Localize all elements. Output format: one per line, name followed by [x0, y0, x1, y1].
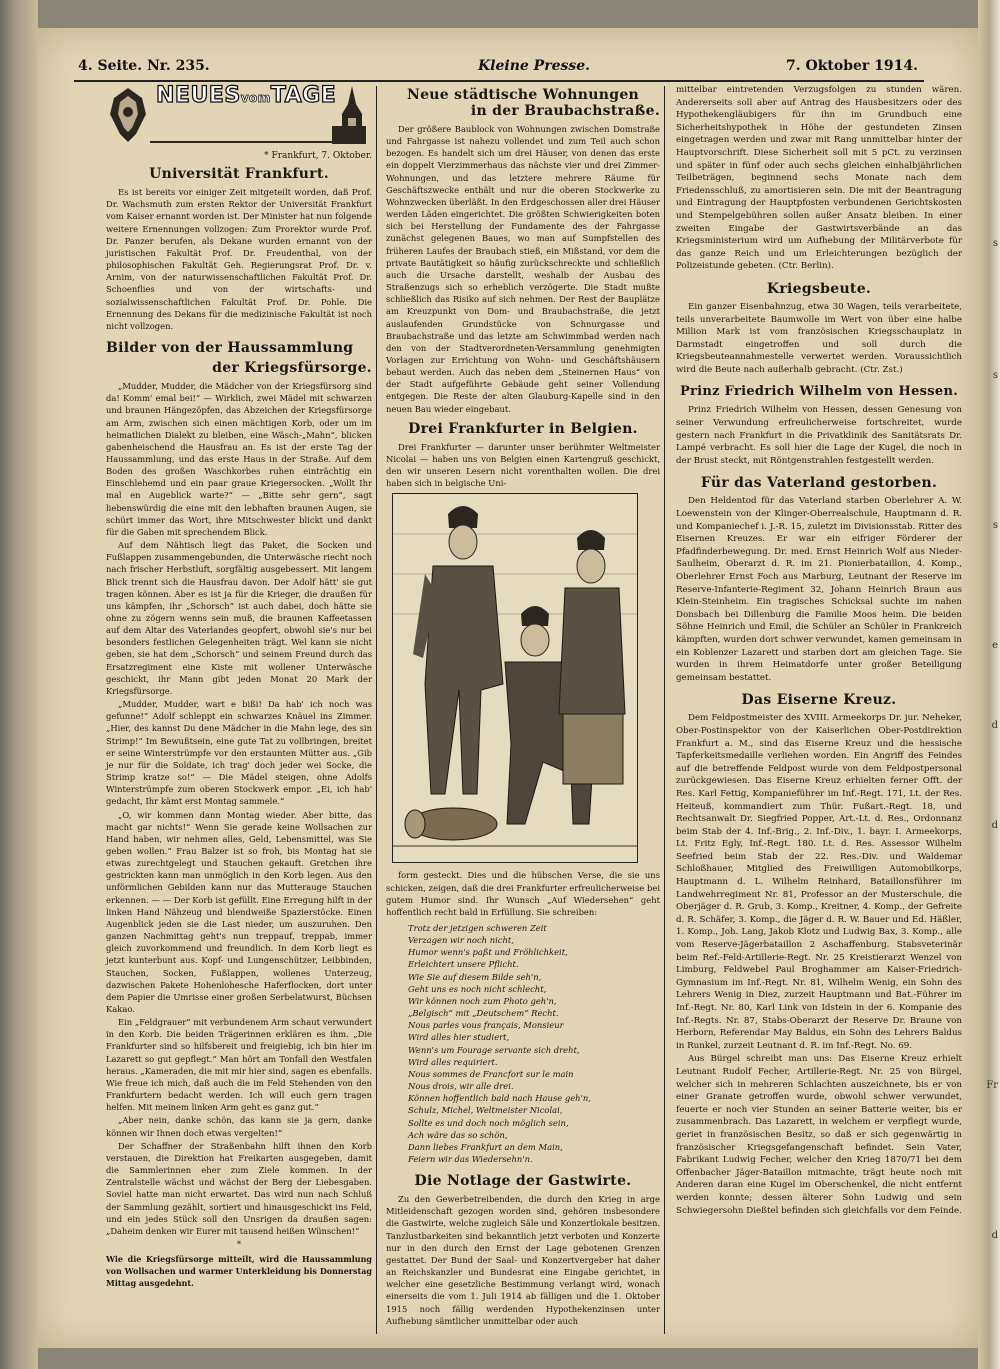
- poem-line: Können hoffentlich bald nach Hause geh'n,: [408, 1093, 591, 1104]
- header-page-number: 4. Seite. Nr. 235.: [78, 58, 210, 74]
- column-1: [106, 84, 372, 1290]
- headline-wohnungen-2: in der Braubachstraße.: [470, 103, 660, 119]
- poem-line: Wird alles requiriert.: [408, 1056, 498, 1067]
- headline-prinz-friedrich-wilhelm: Prinz Friedrich Wilhelm von Hessen.: [679, 384, 959, 400]
- edge-letter: s: [992, 370, 998, 381]
- edge-letter: d: [991, 820, 998, 831]
- header-rule: [74, 80, 924, 82]
- edge-letter: s: [992, 520, 998, 531]
- article-bilder-paragraph: Auf dem Nähtisch liegt das Paket, die Socken und Fußlappen zusammengebunden, die Unterwäsche riecht noch nach frischer Herbstluft, sorgfältig ausgebessert. Mit langem Blick trennt sich die Hausfrau davon. Der Adolf hätt' sie gut tragen können. Aber es ist ja für die Krieger, die draußen für uns kämpfen, ihr „Schorsch“ ist auch dabei, doch hätte sie ohne zu zögern wenns sein muß, die braunen Kaffeetassen auf dem Altar des Vaterlandes geopfert, obwohl sie's nur bei besonders festlichen Gelegenheiten trägt. Wel kann sie nicht geben, sie hat dem „Schorsch“ und seinem Freund durch das Ersatzregiment eine Kiste mit wollener Unterwäsche geschickt, ihr Mann gibt jeden Monat 20 Mark der Kriegsfürsorge.: [106, 540, 372, 696]
- log-bench: [405, 808, 497, 840]
- column-2: [386, 84, 660, 1328]
- article-bilder-paragraph: „Aber nein, danke schön, das kann sie ja gern, danke können wir Ihnen doch etwas vergelten!“: [106, 1115, 372, 1138]
- cathedral-spire-icon: [332, 86, 366, 144]
- adjacent-page-left-edge: [0, 0, 38, 1369]
- edge-letter: e: [992, 640, 998, 651]
- header-date: 7. Oktober 1914.: [786, 58, 918, 74]
- poem-line: Geht uns es noch nicht schlecht,: [408, 983, 547, 994]
- poem-line: Wird alles hier studiert,: [408, 1032, 510, 1043]
- poem-line: Trotz der jetzigen schweren Zeit: [408, 923, 547, 933]
- poem-line: Nous parles vous français, Monsieur: [408, 1020, 564, 1031]
- article-prinz-friedrich-wilhelm: Prinz Friedrich Wilhelm von Hessen, dessen Genesung von seiner Verwundung erfreulicherweise fortschreitet, wurde gestern nach Frankfurt in die Privatklinik des Sanitätsrats Dr. Lampé verbracht. Es soll hier die Lage der Kugel, die noch in der Brust steckt, mit Röntgenstrahlen festgestellt werden.: [676, 405, 962, 466]
- poem-line: Nous sommes de Francfort sur le main: [408, 1068, 574, 1079]
- poem-line: Feiern wir das Wiedersehn'n.: [408, 1153, 533, 1164]
- headline-wohnungen-1: Neue städtische Wohnungen: [406, 87, 640, 103]
- article-kriegsbeute: Ein ganzer Eisenbahnzug, etwa 30 Wagen, teils verarbeitete, teils unverarbeitete Baumwolle im Wert von über eine halbe Million Mark ist vom französischen Kriegsschauplatz in Darmstadt eingetroffen und soll durch die Kriegsbeuteannahmestelle verwertet werden. Voraussichtlich wird die Beute nach außerhalb gebracht. (Ctr. Zst.): [676, 301, 962, 375]
- headline-universitaet: Universität Frankfurt.: [149, 166, 329, 183]
- headline-bilder-1: Bilder von der Haussammlung: [106, 340, 354, 357]
- edge-letter: Fr: [986, 1080, 998, 1091]
- headline-vaterland-gestorben: Für das Vaterland gestorben.: [700, 475, 938, 492]
- article-bilder-paragraph: Ein „Feldgrauer“ mit verbundenem Arm schaut verwundert in den Korb. Die beiden Trägerinnen erklären es ihm. „Die Frankfurter sind so hilfsbereit und freigiebig, ich bin hier im Lazarett so gut gepflegt.“ Man hört am Tonfall den Westfalen heraus. „Kameraden, die mit mir hier sind, sagen es ebenfalls. Wie freue ich mich, daß auch die im Feld Stehenden von den Frankfurtern bedacht werden. Ich will euch gern tragen helfen. Mit meinem linken Arm geht es ganz gut.“: [106, 1017, 372, 1113]
- article-bilder-paragraph: Der Schaffner der Straßenbahn hilft ihnen den Korb verstauen, die Direktion hat Freikarten ausgegeben, damit die Sammlerinnen eher zum Ziele kommen. In der Zentralstelle wächst und wächst der Berg der Liebesgaben. Soviel hatte man nicht erwartet. Das wird nun nach Schluß der Sammlung gezählt, sortiert und hinausgeschickt ins Feld, und ein jedes Stück soll den Unsrigen da draußen sagen: „Daheim denken wir Eurer mit tausend heißen Wünschen!“: [106, 1140, 372, 1236]
- article-bilder-paragraph: „Mudder, Mudder, die Mädcher von der Kriegsfürsorg sind da! Komm' emal bei!“ — Wirklich, zwei Mädel mit schwarzen und braunen Hängezöpfen, das Abzeichen der Kriegsfürsorge am Arm, zwischen sich einen mächtigen Korb, oder um im heimatlichen Dialekt zu bleiben, eine Wäsch-„Mahn“, blicken gabenheischend die Hausfrau an. Es ist der erste Tag der Haussammlung, und das erste Haus in der Straße. Auf dem Boden des großen Waschkorbes ruhen einträchtig ein Einschlehemd und ein paar graue Kriegersocken. „Wollt Ihr mal en Augeblick warte?“ — „Bitte sehr gern“, sagt liebenswürdig die eine mit den lebhaften braunen Augen, sie schürt immer das Wort, ihre Mitschwester blickt und dankt für die Gaben mit sprechendem Blick.: [106, 381, 372, 537]
- poem-line: Wie Sie auf diesem Bilde seh'n,: [408, 971, 542, 982]
- poem-line: Dann liebes Frankfurt an dem Main,: [408, 1141, 563, 1152]
- headline-kriegsbeute: Kriegsbeute.: [766, 280, 872, 297]
- article-vaterland-gestorben: Den Heldentod für das Vaterland starben Oberlehrer A. W. Loewenstein von der Klinger-Oberrealschule, Hauptmann d. R. und Kompaniechef i. J.-R. 15, zuletzt im Divisionsstab. Ritter des Eisernen Kreuzes. Er war ein eifriger Förderer der Pfadfinderbewegung. Dr. med. Ernst Heinrich Wolf aus Nieder-Saulheim, Oberarzt d. R. im 21. Pionierbataillon, 4. Komp., Oberlehrer Ernst Foch aus Marburg, Leutnant der Reserve im Reserve-Infanterie-Regiment 32, Johann Heinrich Braun aus Klein-Steinheim. Ein tragisches Schicksal suchte im nahen Donsbach bei Dillenburg die Familie Moos heim. Die beiden Söhne Heinrich und Emil, die Schüler an Schüler in Frankreich kämpften, wurden dort schwer verwundet, kamen gemeinsam in ein Koblenzer Lazarett und starben dort am gleichen Tage. Sie wurden in ihrem Heimatdorfe unter großer Beteiligung gemeinsam bestattet.: [676, 496, 962, 683]
- poem-line: Erleichtert unsere Pflicht.: [408, 959, 519, 970]
- edge-letter: d: [991, 720, 998, 731]
- photo-three-soldiers: [392, 493, 638, 863]
- notice-kriegsfuersorge: Wie die Kriegsfürsorge mitteilt, wird die Haussammlung von Wollsachen und warmer Unterkleidung bis Donnerstag Mittag ausgedehnt.: [106, 1254, 372, 1289]
- masthead-neues-vom-tage: [106, 84, 368, 146]
- headline-notlage-gastwirte: Die Notlage der Gastwirte.: [414, 1173, 632, 1190]
- masthead-title: NEUESvomTAGE: [156, 83, 337, 108]
- article-wohnungen: Der größere Baublock von Wohnungen zwischen Domstraße und Fahrgasse ist nahezu vollendet und zum Teil auch schon bezogen. Es handelt sich um drei Häuser, von denen das erste ein doppelt Vierzimmerhaus das nächste vier und drei Zimmer-Wohnungen, und das letztere mehrere Räume für Geschäftszwecke enthält und nur die oberen Stockwerke zu Wohnzwecken überläßt. In den Erdgeschossen aller drei Häuser werden Läden eingerichtet. Die größten Schwierigkeiten boten sich bei Herstellung der Fundamente des der Fahrgasse zunächst gelegenen Baues, wo man auf Sumpfstellen des früheren Laufes der Braubach stieß, ein Mißstand, vor dem die private Bautätigkeit so häufig zurückschreckte und schließlich auch die Ursache darstellt, weshalb der Ausbau des Straßenzugs sich so erheblich verzögerte. Die Stadt mußte schließlich das Risiko auf sich nehmen. Der Rest der Bauplätze am Kreuzpunkt von Dom- und Braubachstraße, die jetzt auslaufenden Grundstücke von Schnurgasse und Braubachstraße und das letzte am Schwimmbad werden nach den von der Stadtverordneten-Versammlung genehmigten Vorlagen zur Errichtung von Wohn- und Geschäftshäusern bebaut werden. Auch das neben dem „Steinernen Haus“ von der Stadt aufgeführte Gebäude geht seiner Vollendung entgegen. Die Reste der alten Glauburg-Kapelle sind in den neuen Bau wieder eingebaut.: [386, 124, 661, 414]
- article-drei-frankfurter: form gesteckt. Dies und die hübschen Verse, die sie uns schicken, zeigen, daß die drei Frankfurter erfreulicherweise bei gutem Humor sind. Ihr Wunsch „Auf Wiedersehen“ geht hoffentlich recht bald in Erfüllung. Sie schreiben:: [386, 870, 660, 917]
- article-notlage-continued: mittelbar eintretenden Verzugsfolgen zu stunden wären. Andererseits soll aber auf Antrag des Hausbesitzers oder des Hypothekengläubigers für ihn im Grundbuch eine Sicherheitshypothek in Höhe der gestundeten Zinsen eingetragen werden und zwar mit Rang unmittelbar hinter der Hauptvorschrift. Diese Sicherheit soll mit 5 pCt. zu verzinsen und später in fünf oder auch sechs gleichen einhalbjährlichen Teilbeträgen, beginnend sechs Monate nach dem Friedensschluß, zu amortisieren sein. Die mit der Beantragung und Eintragung der Hauptpfosten verbundenen Gerichtskosten und Stempelgebühren sollen außer Ansatz bleiben. In einer zweiten Eingabe der Gastwirtsverbände an das Kriegsministerium wird um Aufhebung der Militärverbote für das ganze Reich und um Erleichterungen bezüglich der Polizeistunde gebeten. (Ctr. Berlin).: [676, 85, 962, 272]
- article-notlage-gastwirte: Zu den Gewerbetreibenden, die durch den Krieg in arge Mitleidenschaft gezogen worden sind, gehören insbesondere die Gastwirte, welche zugleich Säle und Konzertlokale besitzen. Tanzlustbarkeiten sind bekanntlich jetzt verboten und Konzerte nur in den durch den Ernst der Lage gebotenen Grenzen gestattet. Der Bund der Saal- und Konzertvergeber hat daher an Reichskanzler und Bundesrat eine Eingabe gerichtet, in welcher eine gesetzliche Bestimmung verlangt wird, wonach einerseits die vom 1. Juli 1914 ab fälligen und die 1. Oktober 1915 noch fällig werdenden Hypothekenzinsen unter Aufhebung sämtlicher unmittelbar oder auch: [386, 1194, 660, 1326]
- headline-bilder-2: der Kriegsfürsorge.: [212, 360, 372, 377]
- article-bilder-paragraph: „Mudder, Mudder, wart e bißi! Da hab' ich noch was gefunne!“ Adolf schleppt ein schwarzes Knäuel ins Zimmer. „Hier, des kannst Du dene Mädcher in die Mahn lege, des sin Strimp!“ Im Bewußtsein, eine gute Tat zu vollbringen, breitet er seine Winterstrümpfe vor den erstaunten Mütter aus. „Gib je nur für die Soldate, ich trag' doch jeder wei Socke, die Strimp kratze so!“ — Die Mädel steigen, ohne Adolfs Winterstrümpfe zum oberen Stockwerk empor. „Ei, ich hab' gedacht, Ihr kämt erst Montag sammele.“: [106, 699, 372, 807]
- page-header: [78, 58, 918, 80]
- article-eiserne-kreuz: Dem Feldpostmeister des XVIII. Armeekorps Dr. jur. Neheker, Ober-Postinspektor von der Kaiserlichen Ober-Postdirektion Frankfurt a. M., sind das Eiserne Kreuz und die hessische Tapferkeitsmedaille verliehen worden. Ein Angriff des Feindes auf die betreffende Feldpost wurde von dem Feldpostpersonal zurückgewiesen. Das Eiserne Kreuz erhielten ferner Offt. der Res. Karl Fettig, Kompanieführer im Inf.-Regt. 171, Lt. der Res. Heiteuß, kommandiert zum Thür. Fußart.-Regt. 18, und Rechtsanwalt Dr. Siegfried Popper, Art.-Lt. d. Res., Ordonnanz beim Stab der 4. Inf.-Brig., 2. Inf.-Div., 1. bayr. I. Armeekorps, Lt. Fritz Egly, Inf.-Regt. 180. Lt. d. Res. Assessor Wilhelm Seefried beim Stab der 22. Res.-Div. und Waldemar Schloßhauer, Mitglied des Freiwilligen Automobilkorps, Hauptmann d. L. Wilhelm Reinhard, Bataillonsführer im Landwehrregiment Nr. 81, Professor an der Musterschule, die Oberjäger d. R. Grub, 3. Komp., Kreitner, 4. Komp., der Gefreite d. R. Schäfer, 3. Komp., die Jäger d. R. W. Bauer und Ed. Häßler, 1. Komp., Joh. Lang, Jakob Klotz und Ludwig Bax, 3. Komp., alle vom Reserve-Jägerbataillon 2 Aschaffenburg. Stabsveterinär beim Ref.-Feld-Artillerie-Regt. Nr. 25 Kreistierarzt Wenzel von Limburg, Feldwebel Paul Broghammer am Kaiser-Friedrich-Gymnasium im Inf.-Regt. Nr. 81, Wilhelm Wenig, ein Sohn des Lehrers Wenig in Diez, zurzeit Hauptmann und Bat.-Führer im Inf.-Regt. Nr. 80, Karl Link von Idstein in der 6. Kompanie des Inf.-Regts. Nr. 87, Stabs-Oberarzt der Reserve Dr. Braune von Herborn, Referendar May Baldus, ein Sohn des Lehrers Baldus in Runkel, zurzeit Leutnant d. R. im Inf.-Regt. No. 69.: [676, 713, 962, 1051]
- poem-line: Verzagen wir noch nicht,: [408, 935, 514, 946]
- adjacent-page-right-edge: [978, 0, 1000, 1369]
- separator-asterisk: *: [237, 1239, 241, 1249]
- headline-eiserne-kreuz: Das Eiserne Kreuz.: [741, 692, 897, 709]
- poem-verses: [408, 922, 660, 1165]
- poem-line: Nous drois, wir alle drei.: [408, 1081, 514, 1092]
- edge-letter: s: [992, 238, 998, 249]
- poem-line: Schulz, Michel, Weltmeister Nicolai,: [408, 1105, 563, 1116]
- soldiers-illustration: [393, 494, 637, 862]
- column-divider: [376, 86, 377, 1334]
- dateline: * Frankfurt, 7. Oktober.: [264, 151, 372, 161]
- article-universitaet: Es ist bereits vor einiger Zeit mitgeteilt worden, daß Prof. Dr. Wachsmuth zum ersten Rektor der Universität Frankfurt vom Kaiser ernannt worden ist. Der Minister hat nun folgende weitere Ernennungen vollzogen: Zum Prorektor wurde Prof. Dr. Panzer berufen, als Dekane wurden ernannt von der juristischen Fakultät Prof. Dr. Freudenthal, von der philosophischen Fakultät Geh. Regierungsrat Prof. Dr. v. Arnim, von der naturwissenschaftlichen Fakultät Prof. Dr. Schoenflies und von der wirtschafts- und sozialwissenschaftlichen Fakultät Prof. Dr. Pohle. Die Ernennung des Dekans für die medizinische Fakultät ist noch nicht vollzogen.: [106, 187, 372, 331]
- poem-line: „Belgisch“ mit „Deutschem“ Recht.: [408, 1008, 559, 1019]
- header-paper-title: Kleine Presse.: [478, 58, 591, 74]
- article-eiserne-kreuz-buergel: Aus Bürgel schreibt man uns: Das Eiserne Kreuz erhielt Leutnant Rudolf Fecher, Artillerie-Regt. Nr. 25 von Bürgel, welcher sich in mehreren Schlachten auszeichnete, bis er von einer Granate getroffen wurde, obwohl schwer verwundet, feuerte er noch vier Stunden an seiner Batterie weiter, bis er zusammenbrach. Das Lazarett, in welchem er verpflegt wurde, geriet in französischen Besitz, so daß er sich gegenwärtig in französischer Kriegsgefangenschaft befindet. Sein Vater, Fabrikant Ludwig Fecher, welcher den Krieg 1870/71 bei dem Offenbacher Jäger-Bataillon mitmachte, trägt heute noch mit Anderen daran eine Kugel im Oberschenkel, die nicht entfernt werden konnte; dessen älterer Sohn Ludwig und sein Schwiegersohn Dießtel befinden sich gleichfalls vor dem Feinde.: [676, 1054, 962, 1216]
- poem-line: Ach wäre das so schön,: [408, 1129, 508, 1140]
- headline-drei-frankfurter: Drei Frankfurter in Belgien.: [408, 420, 638, 437]
- poem-line: Sollte es und doch noch möglich sein,: [408, 1117, 569, 1128]
- column-3: [676, 84, 962, 1218]
- edge-letter: d: [991, 1230, 998, 1241]
- article-drei-frankfurter-intro: Drei Frankfurter — darunter unser berühmter Weltmeister Nicolai — haben uns von Belgien einen Kartengruß geschickt, den wir unseren Lesern nicht vorenthalten wollen. Die drei haben sich in belgische Uni-: [386, 441, 660, 489]
- poem-line: Humor wenn's paßt und Fröhlichkeit,: [408, 947, 568, 958]
- eagle-crest-icon: [110, 88, 146, 142]
- column-divider: [664, 86, 665, 1334]
- article-bilder-paragraph: „O, wir kommen dann Montag wieder. Aber bitte, das macht gar nichts!“ Wenn Sie gerade keine Wollsachen zur Hand haben, wir nehmen alles, Geld, Lebensmittel, was Sie geben wollen.“ Frau Balzer ist so froh, bis Montag hat sie etwas zurechtgelegt und Stauchen gekauft. Gretchen ihre gestrickten kann man unmöglich in den Korb legen. Aus den unförmlichen Gebilden kann nur das Mutterauge Stauchen erkennen. — — Der Korb ist gefüllt. Eine Erregung hilft in der linken Hand Nähzeug und blendweiße Spazierstöcke. Einen Augenblick jeden sie die Last nieder, um auszuruhen. Den ganzen Nachmittag geht's nun treppauf, treppab, immer gleich zuvorkommend und freundlich. In dem Korb liegt es jetzt kunterbunt aus. Kopf- und Lungenschützer, Leibbinden, Stauchen, Socken, Fußlappen, wollenes Unterzeug, dazwischen Pakete Hohenlohesche Haferflocken, dort unter dem Papier die Umrisse einer großen Serbelatwurst, Büchsen Kakao.: [106, 809, 372, 1014]
- poem-line: Wir können noch zum Photo geh'n,: [408, 995, 557, 1006]
- poem-line: Wenn's um Fourage servante sich dreht,: [408, 1044, 580, 1055]
